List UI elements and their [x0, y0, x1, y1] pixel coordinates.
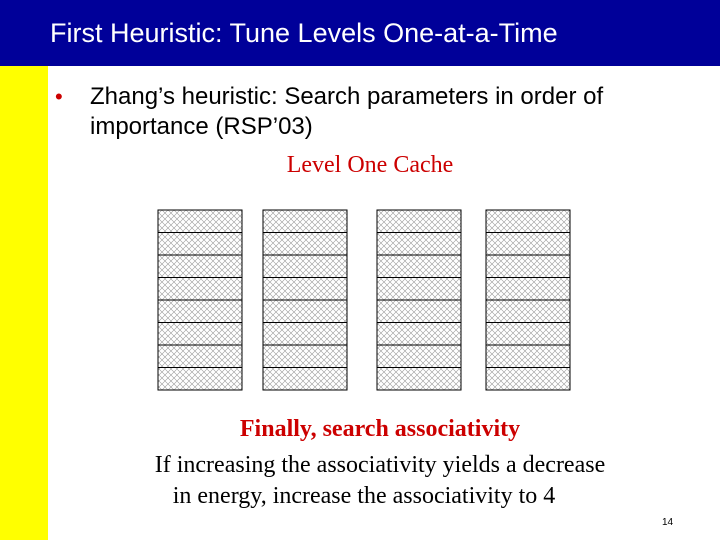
- cache-line: [158, 300, 242, 323]
- cache-line: [158, 210, 242, 233]
- cache-line: [486, 233, 570, 256]
- cache-line: [377, 233, 461, 256]
- cache-line: [377, 323, 461, 346]
- cache-line: [486, 300, 570, 323]
- cache-line: [263, 323, 347, 346]
- cache-line: [377, 300, 461, 323]
- cache-line: [263, 210, 347, 233]
- cache-line: [158, 255, 242, 278]
- cache-line: [263, 368, 347, 391]
- body-line-2: in energy, increase the associativity to 4: [172, 483, 556, 509]
- slide-title: First Heuristic: Tune Levels One-at-a-Time: [50, 18, 558, 48]
- cache-diagram-title: Level One Cache: [286, 152, 454, 178]
- cache-line: [486, 278, 570, 301]
- cache-line: [263, 233, 347, 256]
- cache-way: [377, 210, 461, 390]
- cache-line: [486, 368, 570, 391]
- cache-way: [158, 210, 242, 390]
- bullet-text: Zhang’s heuristic: Search parameters in order of importance (RSP’03): [90, 83, 604, 140]
- cache-way: [486, 210, 570, 390]
- cache-line: [486, 210, 570, 233]
- cache-line: [263, 300, 347, 323]
- cache-line: [158, 233, 242, 256]
- finally-heading: Finally, search associativity: [239, 416, 521, 442]
- page-number: 14: [662, 517, 674, 528]
- cache-line: [377, 278, 461, 301]
- cache-line: [486, 345, 570, 368]
- cache-way: [263, 210, 347, 390]
- cache-line: [158, 323, 242, 346]
- cache-line: [377, 255, 461, 278]
- cache-line: [263, 278, 347, 301]
- cache-line: [158, 278, 242, 301]
- cache-line: [377, 210, 461, 233]
- cache-line: [377, 368, 461, 391]
- body-line-1: If increasing the associativity yields a decrease: [154, 452, 606, 478]
- cache-line: [486, 255, 570, 278]
- cache-line: [263, 345, 347, 368]
- cache-line: [377, 345, 461, 368]
- bullet-marker: •: [55, 84, 63, 109]
- cache-line: [158, 345, 242, 368]
- cache-line: [486, 323, 570, 346]
- cache-line: [263, 255, 347, 278]
- cache-line: [158, 368, 242, 391]
